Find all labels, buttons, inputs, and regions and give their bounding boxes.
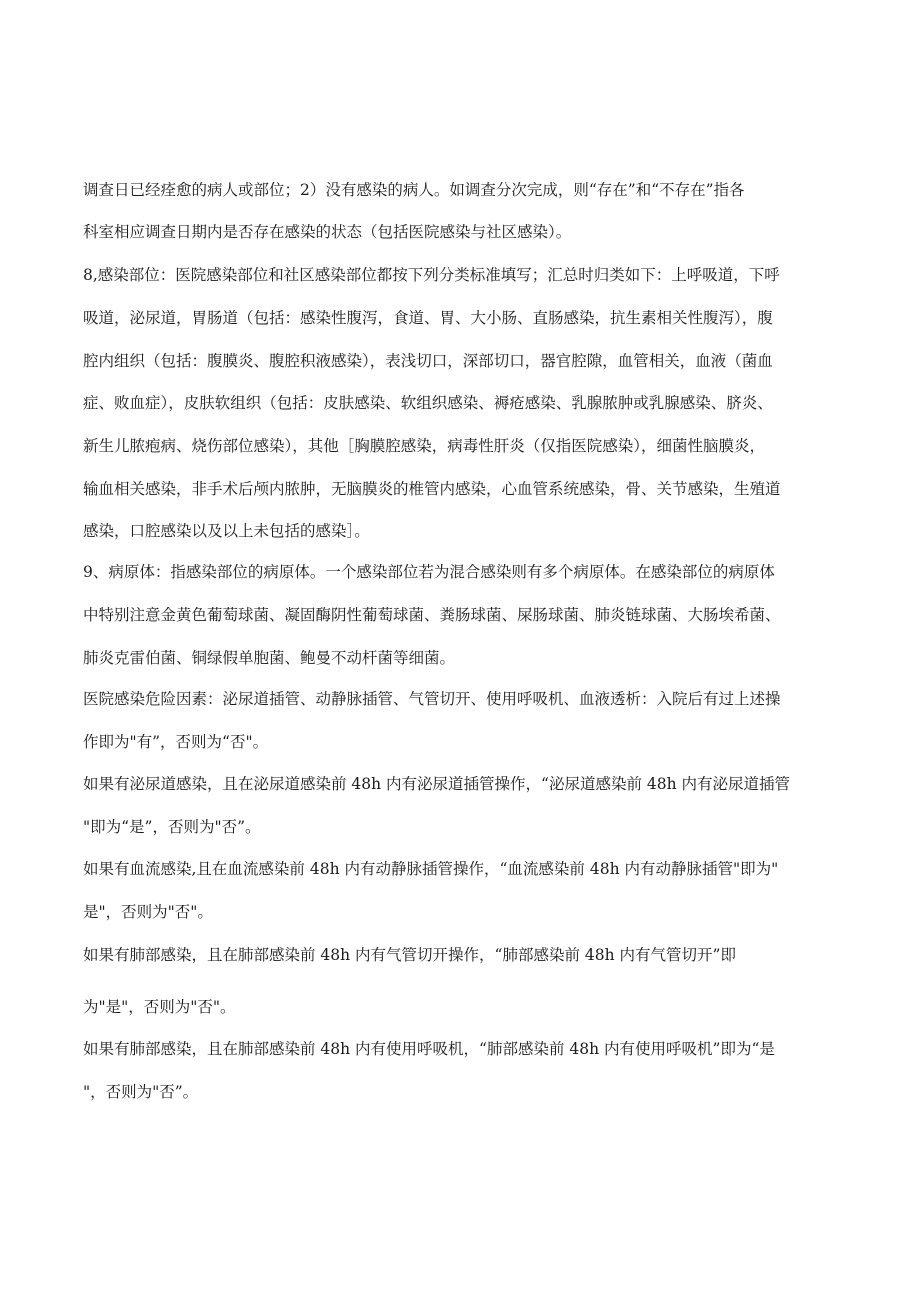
text-line: 中特别注意金黄色葡萄球菌、凝固酶阴性葡萄球菌、粪肠球菌、屎肠球菌、肺炎链球菌、大肠埃希菌、 (83, 606, 781, 624)
text-line: "即为“是”，否则为"否”。 (83, 818, 261, 836)
text-line: "，否则为"否”。 (83, 1083, 199, 1101)
text-line: 输血相关感染，非手术后颅内脓肿，无脑膜炎的椎管内感染，心血管系统感染，骨、关节感染，生殖道 (83, 480, 781, 498)
text-line: 吸道，泌尿道，胃肠道（包括：感染性腹泻，食道、胃、大小肠、直肠感染，抗生素相关性腹泻），腹 (83, 309, 773, 327)
text-line: 如果有肺部感染，且在肺部感染前 48h 内有使用呼吸机，“肺部感染前 48h 内有使用呼吸机”即为“是 (83, 1040, 775, 1058)
text-line: 医院感染危险因素：泌尿道插管、动静脉插管、气管切开、使用呼吸机、血液透析：入院后有过上述操 (83, 690, 781, 708)
text-line: 作即为"有”，否则为“否"。 (83, 733, 269, 751)
text-line: 症、败血症），皮肤软组织（包括：皮肤感染、软组织感染、褥疮感染、乳腺脓肿或乳腺感染、脐炎、 (83, 394, 773, 412)
text-line: 感染，口腔感染以及以上未包括的感染］。 (83, 522, 370, 540)
text-line: 9、病原体：指感染部位的病原体。一个感染部位若为混合感染则有多个病原体。在感染部位的病原体 (83, 563, 775, 581)
text-line: 腔内组织（包括：腹膜炎、腹腔积液感染），表浅切口，深部切口，器官腔隙，血管相关，血液（菌血 (83, 352, 773, 370)
text-line: 肺炎克雷伯菌、铜绿假单胞菌、鲍曼不动杆菌等细菌。 (83, 649, 456, 667)
text-line: 为"是"，否则为"否"。 (83, 998, 236, 1016)
text-line: 如果有肺部感染，且在肺部感染前 48h 内有气管切开操作，“肺部感染前 48h 内有气管切开”即 (83, 946, 736, 964)
text-line: 新生儿脓疱病、烧伤部位感染），其他［胸膜腔感染，病毒性肝炎（仅指医院感染），细菌性脑膜炎， (83, 437, 766, 455)
text-line: 调查日已经痊愈的病人或部位；2）没有感染的病人。如调查分次完成，则“存在”和“不存在”指各 (83, 181, 745, 199)
text-line: 8,感染部位：医院感染部位和社区感染部位都按下列分类标准填写；汇总时归类如下：上呼吸道，下呼 (83, 266, 780, 284)
text-line: 科室相应调查日期内是否存在感染的状态（包括医院感染与社区感染）。 (83, 223, 572, 241)
text-line: 如果有血流感染,且在血流感染前 48h 内有动静脉插管操作，“血流感染前 48h 内有动静脉插管"即为" (83, 860, 779, 878)
text-line: 如果有泌尿道感染，且在泌尿道感染前 48h 内有泌尿道插管操作，“泌尿道感染前 48h 内有泌尿道插管 (83, 775, 791, 793)
text-line: 是"，否则为"否"。 (83, 903, 213, 921)
